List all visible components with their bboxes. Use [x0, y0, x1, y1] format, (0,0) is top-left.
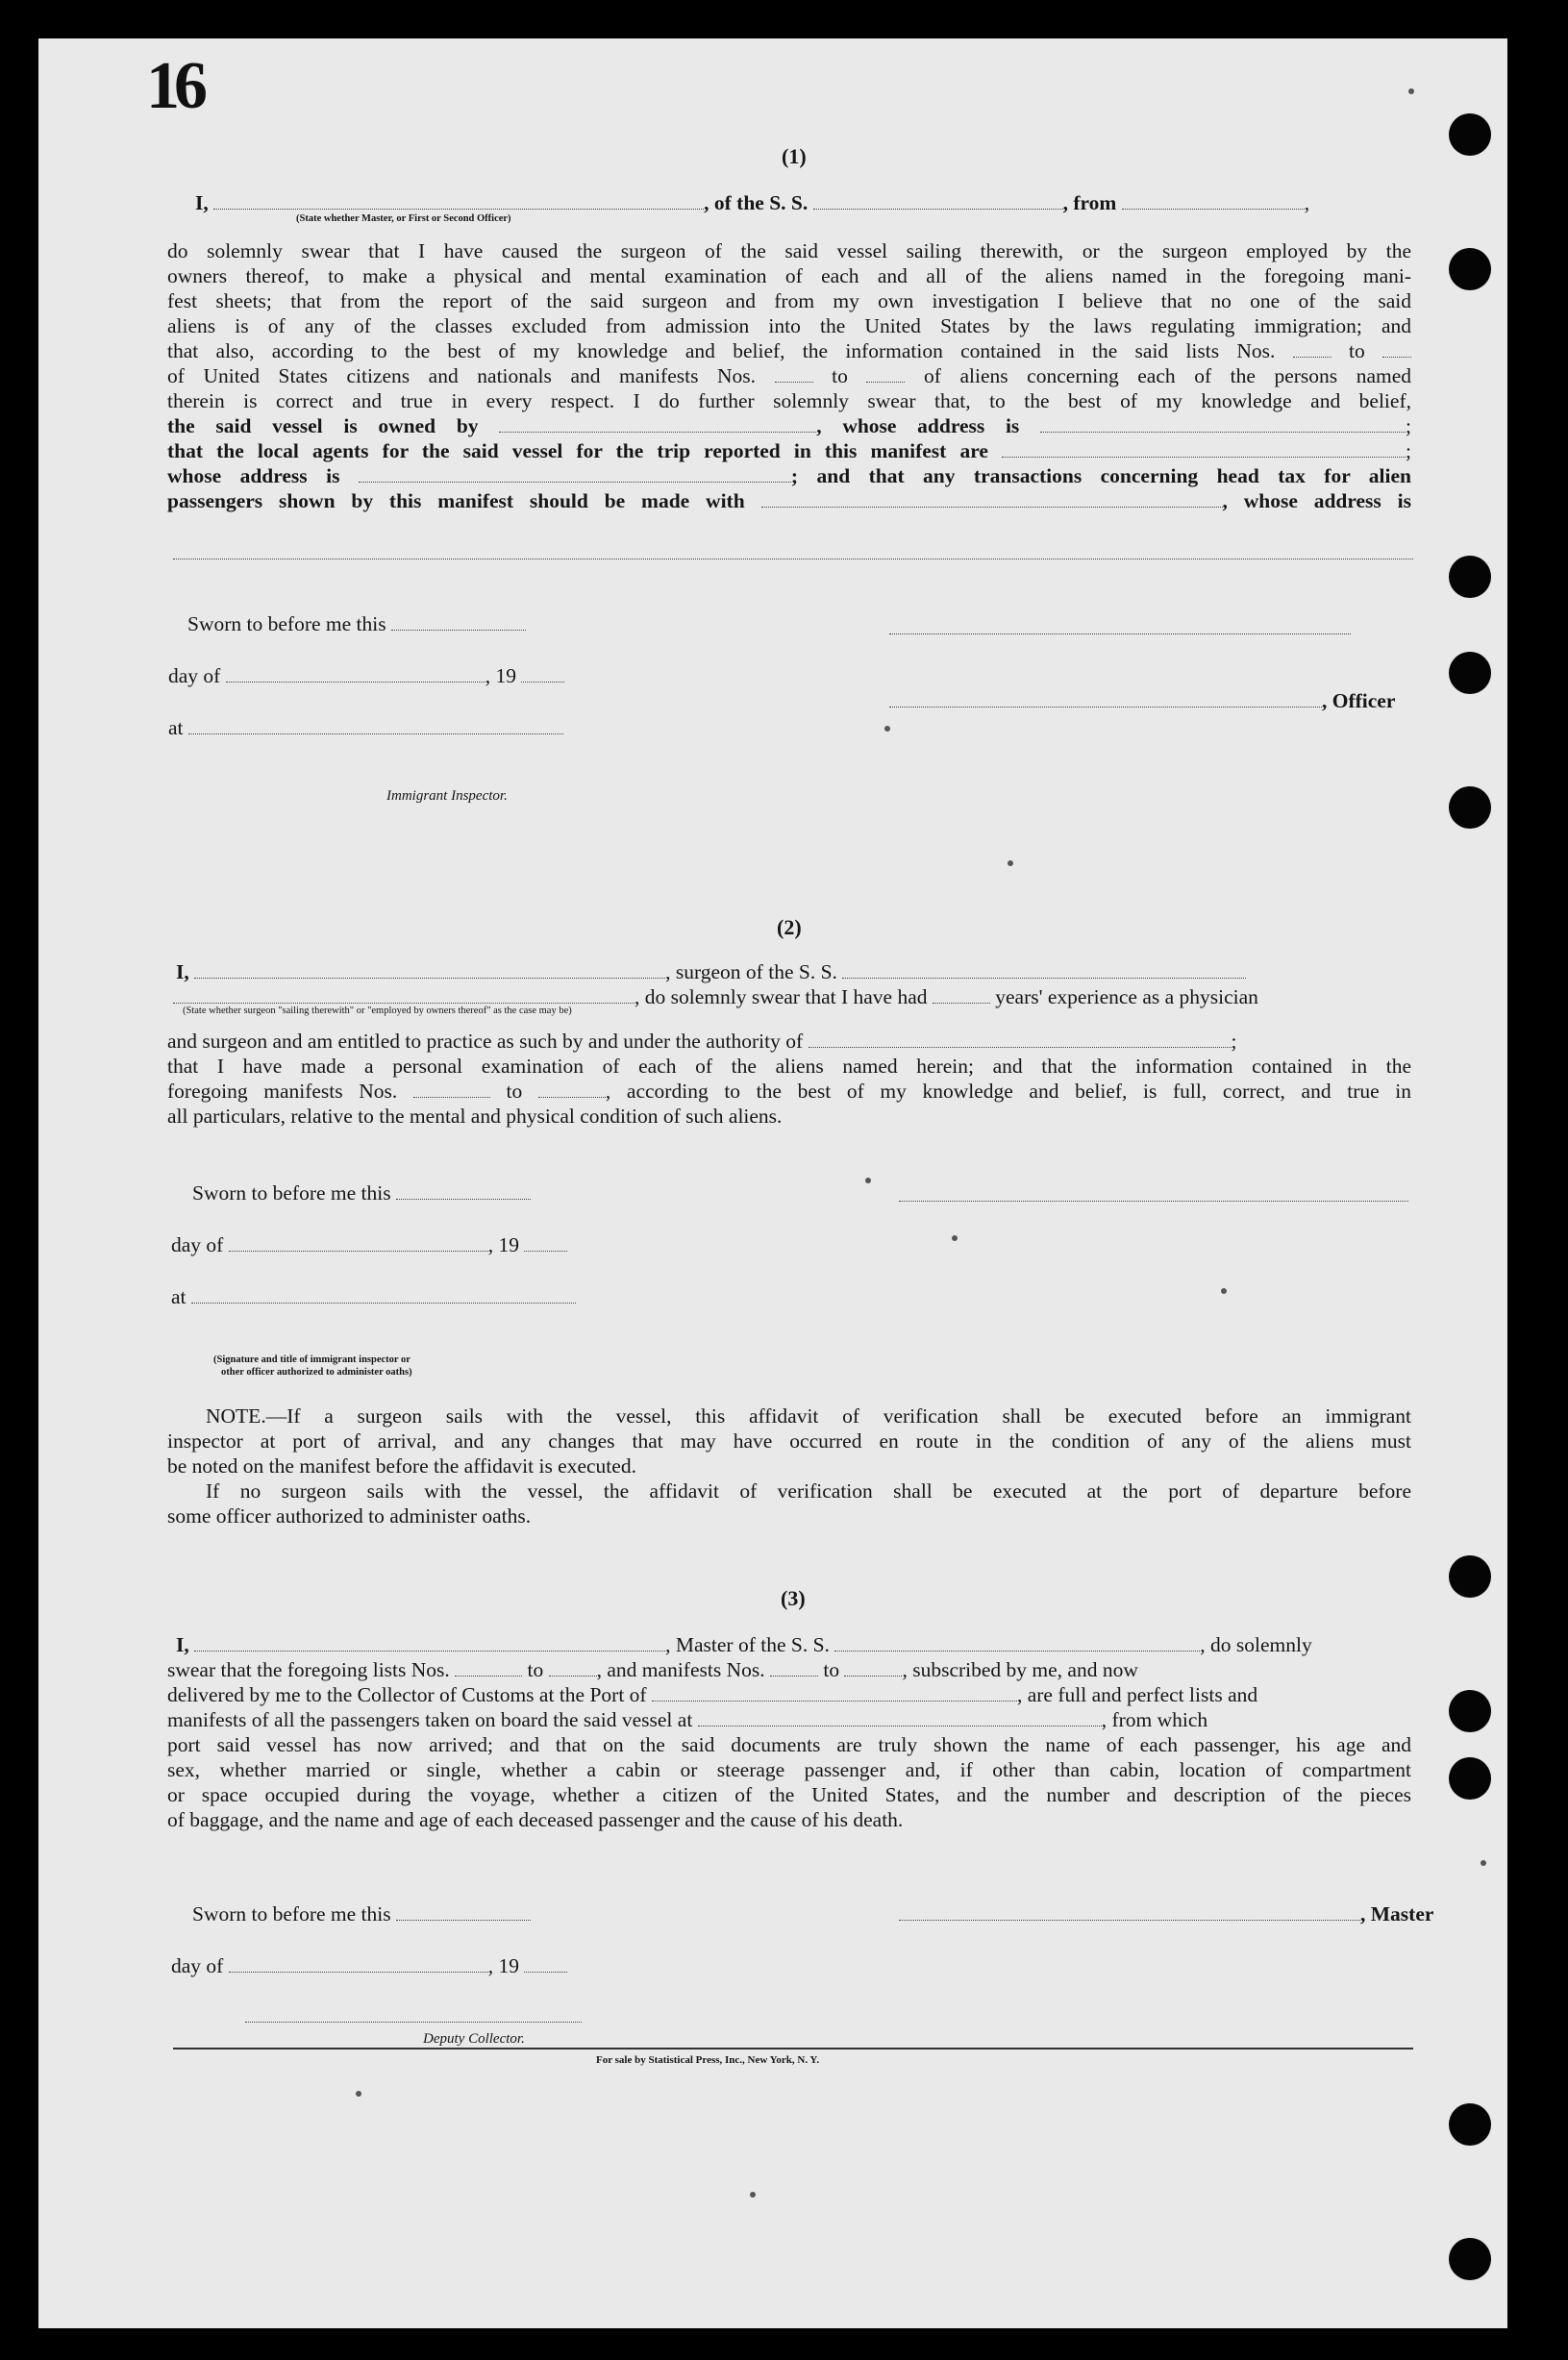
- s2-surgeon-note: (State whether surgeon "sailing therewith" or "employed by owners thereof" as the case may be): [183, 1006, 572, 1016]
- punch-hole: [1449, 1690, 1491, 1732]
- s3-collector-title: Deputy Collector.: [423, 2031, 525, 2047]
- footer-rule: [173, 2048, 1413, 2049]
- section-3-number: (3): [781, 1586, 806, 1610]
- punch-hole: [1449, 652, 1491, 694]
- s3-collector-line: [245, 2021, 582, 2023]
- s2-sign-line: [899, 1200, 1408, 1202]
- s2-note: NOTE.—If a surgeon sails with the vessel, this affidavit of verification shall be executed before an immigrant inspector at port of arrival, and any changes that may have occurred en route in the condition of any of the aliens must be noted on the manifest before the affidavit is executed. If no surgeon sails with the vessel, the affidavit of verification shall be executed at the port of departure before some officer authorized to administer oaths.: [167, 1404, 1411, 1528]
- paper-speck: [750, 2192, 756, 2198]
- punch-hole: [1449, 2238, 1491, 2280]
- page-number-mark: 16: [146, 49, 202, 123]
- s1-sworn: Sworn to before me this: [187, 611, 526, 636]
- s3-day-of: day of , 19: [171, 1953, 567, 1978]
- s2-body: that I have made a personal examination of each of the aliens named herein; and that the information contained in the foregoing manifests Nos. to , according to the best of my knowledge and belief, is full, correct, and true in all particulars, relative to the mental and physical condition of such aliens.: [167, 1055, 1411, 1128]
- s1-at: at: [168, 715, 563, 740]
- s3-row-3: delivered by me to the Collector of Customs at the Port of , are full and perfect lists and: [167, 1683, 1258, 1706]
- paper-speck: [1408, 88, 1414, 94]
- s3-body: port said vessel has now arrived; and that on the said documents are truly shown the name of each passenger, his age and sex, whether married or single, whether a cabin or steerage passenger and, if other than cabin, location of compartment or space occupied during the voyage, whether a citizen of the United States, and the number and description of the pieces of baggage, and the name and age of each deceased passenger and the cause of his death.: [167, 1733, 1411, 1831]
- paper-speck: [865, 1178, 871, 1183]
- punch-hole: [1449, 556, 1491, 598]
- paper-speck: [1481, 1860, 1486, 1866]
- s3-master-line: , Master: [899, 1901, 1433, 1926]
- s1-day-of: day of , 19: [168, 663, 564, 688]
- s2-line-i: I, , surgeon of the S. S.: [176, 959, 1246, 984]
- s2-sig-note-1: (Signature and title of immigrant inspector or: [213, 1354, 411, 1365]
- punch-hole: [1449, 113, 1491, 156]
- punch-hole: [1449, 248, 1491, 290]
- s3-line-i: I, , Master of the S. S. , do solemnly: [176, 1633, 1312, 1656]
- paper-speck: [1008, 860, 1013, 866]
- paper-speck: [1221, 1288, 1227, 1294]
- section-1-number: (1): [782, 144, 807, 168]
- s3-row-2: swear that the foregoing lists Nos. to , and manifests Nos. to , subscribed by me, and now: [167, 1658, 1138, 1681]
- s3-row-4: manifests of all the passengers taken on board the said vessel at , from which: [167, 1708, 1208, 1731]
- s1-sign-line-1: [889, 633, 1351, 634]
- paper-speck: [884, 726, 890, 732]
- paper-speck: [952, 1235, 958, 1241]
- s1-officer-line: , Officer: [889, 688, 1395, 713]
- s1-line-i: I, , of the S. S. , from ,: [195, 191, 1310, 214]
- printer-footer: For sale by Statistical Press, Inc., New York, N. Y.: [596, 2054, 820, 2066]
- punch-hole: [1449, 2103, 1491, 2146]
- punch-hole: [1449, 786, 1491, 829]
- section-2-number: (2): [777, 915, 802, 939]
- punch-hole: [1449, 1555, 1491, 1598]
- s2-line-2: , do solemnly swear that I have had years' experience as a physician: [173, 984, 1258, 1009]
- s1-officer-note: (State whether Master, or First or Second Officer): [296, 213, 511, 224]
- s2-at: at: [171, 1284, 576, 1309]
- manifest-affidavit-page: [38, 38, 1507, 2328]
- punch-hole: [1449, 1757, 1491, 1800]
- s3-sworn: Sworn to before me this: [192, 1901, 531, 1926]
- s1-address-line: [173, 558, 1413, 559]
- paper-speck: [356, 2091, 361, 2097]
- s1-body: do solemnly swear that I have caused the surgeon of the said vessel sailing therewith, or the surgeon employed by the owners thereof, to make a physical and mental examination of each and all of the aliens named in the foregoing mani- fest sheets; that from the report of the said surgeon and from my own investigation I believe that no one of the said aliens is of any of the classes excluded from admission into the United States by the laws regulating immigration; and that also, according to the best of my knowledge and belief, the information contained in the said lists Nos. to of United States citizens and nationals and manifests Nos. to of aliens concerning each of the persons named therein is correct and true in every respect. I do further solemnly swear that, to the best of my knowledge and belief, the said vessel is owned by , whose address is ; that the local agents for the said vessel for the trip reported in this manifest are ; whose address is ; and that any transactions concerning head tax for alien passengers shown by this manifest should be made with , whose address is: [167, 239, 1411, 512]
- s1-inspector-title: Immigrant Inspector.: [386, 788, 508, 804]
- s2-row-3: and surgeon and am entitled to practice as such by and under the authority of ;: [167, 1030, 1237, 1053]
- s2-day-of: day of , 19: [171, 1232, 567, 1257]
- s2-sig-note-2: other officer authorized to administer oaths): [221, 1367, 412, 1378]
- s2-sworn: Sworn to before me this: [192, 1180, 531, 1205]
